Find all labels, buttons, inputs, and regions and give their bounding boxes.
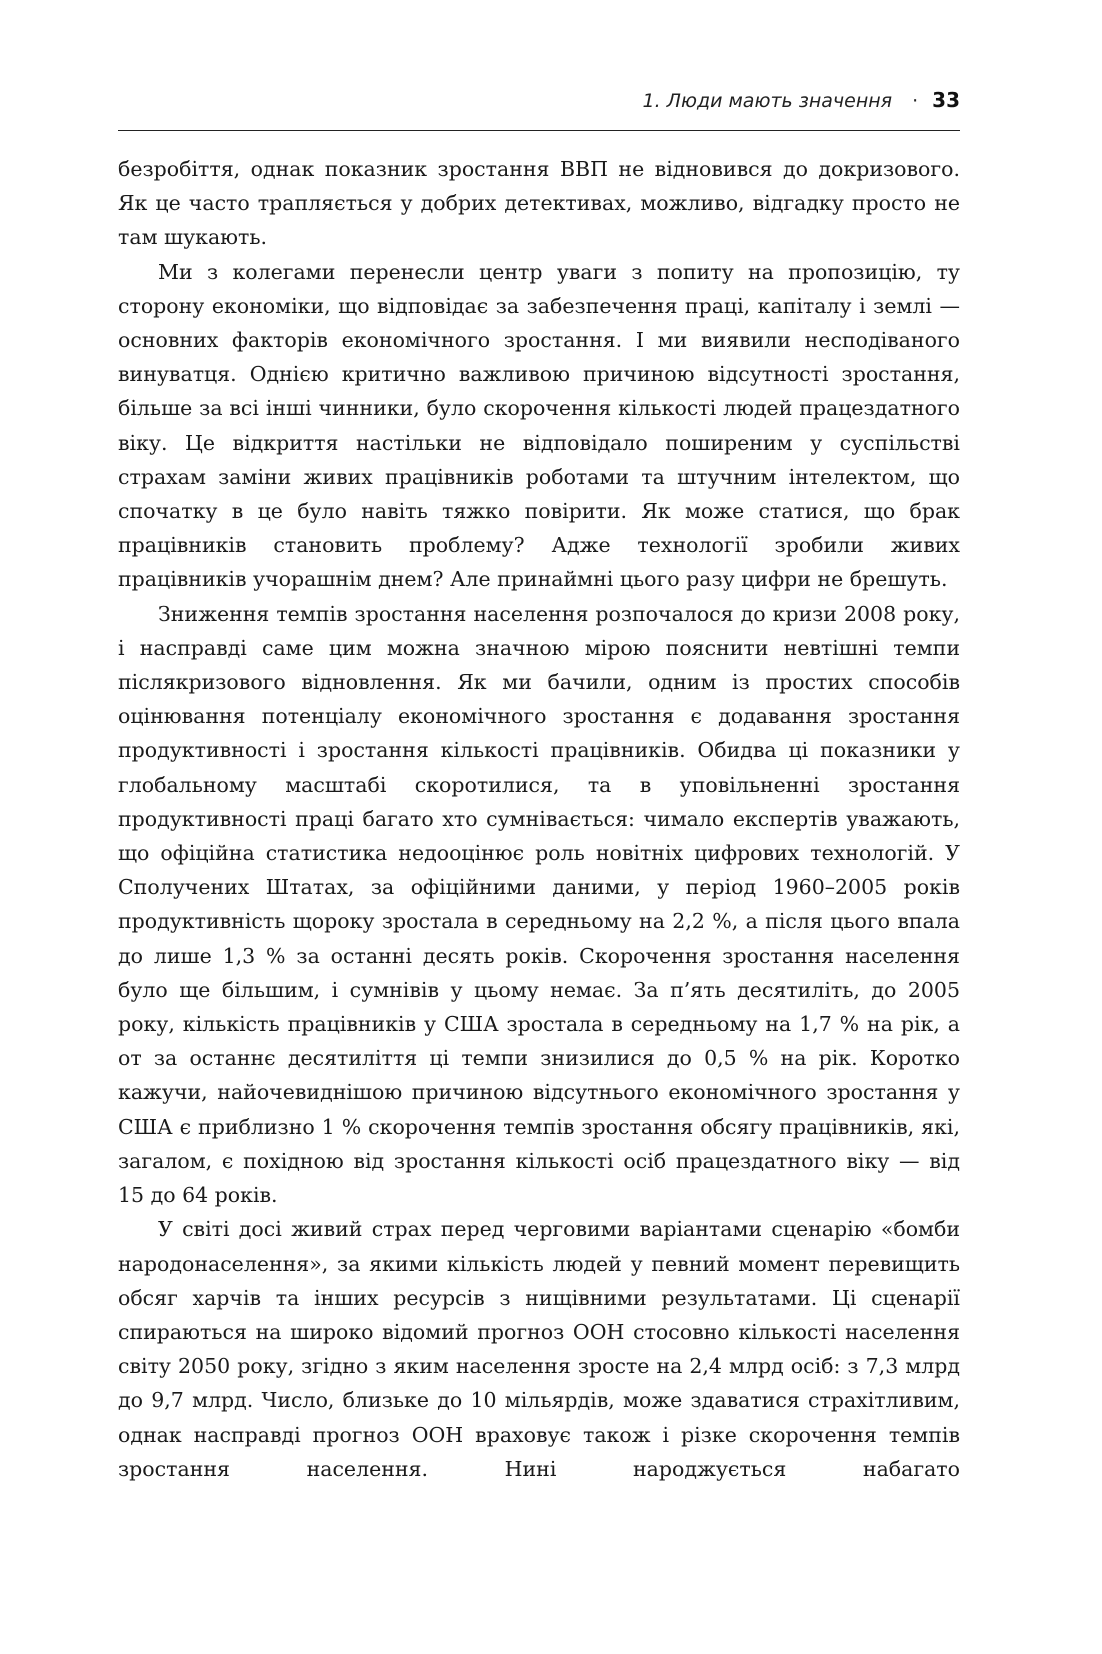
body-text (118, 152, 960, 1486)
paragraph-2: Ми з колегами перенесли центр уваги з попиту на пропозицію, ту сторону економіки, що відповідає за забезпечення праці, капіталу і землі — основних факторів економічного зростання. І ми виявили несподіваного винуватця. Однією критично важливою причиною відсутності зростання, більше за всі інші чинники, було скорочення кількості людей працездатного віку. Це відкриття настільки не відповідало поширеним у суспільстві страхам заміни живих працівників роботами та штучним інтелектом, що спочатку в це було навіть тяжко повірити. Як може статися, що брак працівників становить проблему? Адже технології зробили живих працівників учорашнім днем? Але принаймні цього разу цифри не брешуть. (118, 259, 960, 592)
paragraph-4: У світі досі живий страх перед черговими варіантами сценарію «бомби народонаселення», за якими кількість людей у певний момент перевищить обсяг харчів та інших ресурсів з нищівними результатами. Ці сценарії спираються на широко відомий прогноз ООН стосовно кількості населення світу 2050 року, згідно з яким населення зросте на 2,4 млрд осіб: з 7,3 млрд до 9,7 млрд. Число, близьке до 10 мільярдів, може здаватися страхітливим, однак насправді прогноз ООН враховує також і різке скорочення темпів зростання населення. Нині народжується набагато (118, 1217, 960, 1481)
header-separator: · (912, 90, 919, 112)
running-head (118, 88, 960, 124)
header-rule (118, 130, 960, 131)
paragraph-1: безробіття, однак показник зростання ВВП не відновився до докризового. Як це часто трапляється у добрих детективах, можливо, відгадку просто не там шукають. (118, 157, 960, 250)
paragraph-3: Зниження темпів зростання населення розпочалося до кризи 2008 року, і насправді саме цим можна значною мірою пояснити невтішні темпи післякризового відновлення. Як ми бачили, одним із простих способів оцінювання потенціалу економічного зростання є додавання зростання продуктивності і зростання кількості працівників. Обидва ці показники у глобальному масштабі скоротилися, та в уповільненні зростання продуктивності праці багато хто сумнівається: чимало експертів уважають, що офіційна статистика недооцінює роль новітніх цифрових технологій. У Сполучених Штатах, за офіційними даними, у період 1960–2005 років продуктивність щороку зростала в середньому на 2,2 %, а після цього впала до лише 1,3 % за останні десять років. Скорочення зростання населення було ще більшим, і сумнівів у цьому немає. За п’ять десятиліть, до 2005 року, кількість працівників у США зростала в середньому на 1,7 % на рік, а от за останнє десятиліття ці темпи знизилися до 0,5 % на рік. Коротко кажучи, найочевиднішою причиною відсутнього економічного зростання у США є приблизно 1 % скорочення темпів зростання обсягу працівників, які, загалом, є похідною від зростання кількості осіб працездатного віку — від 15 до 64 років. (118, 601, 960, 1208)
page-number: 33 (932, 88, 960, 112)
chapter-title: 1. Люди мають значення (642, 90, 893, 112)
